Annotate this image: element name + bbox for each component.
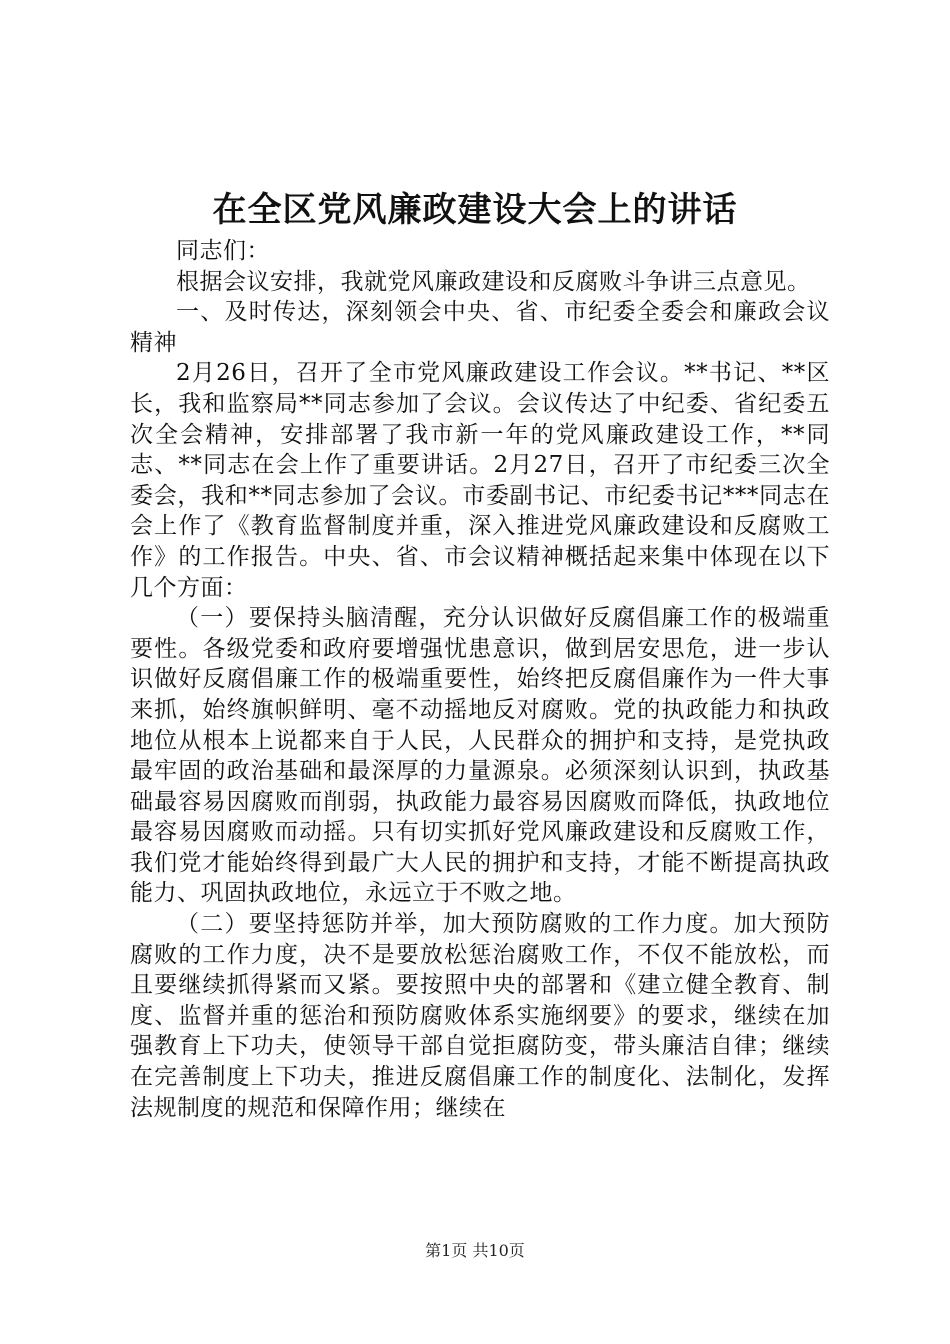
paragraph-point-1: （一）要保持头脑清醒，充分认识做好反腐倡廉工作的极端重要性。各级党委和政府要增强忧患意识，做到居安思危，进一步认识做好反腐倡廉工作的极端重要性，始终把反腐倡廉作为一件大事来抓，始终旗帜鲜明、毫不动摇地反对腐败。党的执政能力和执政地位从根本上说都来自于人民，人民群众的拥护和支持，是党执政最牢固的政治基础和最深厚的力量源泉。必须深刻认识到，执政基础最容易因腐败而削弱，执政能力最容易因腐败而降低，执政地位最容易因腐败而动摇。只有切实抓好党风廉政建设和反腐败工作，我们党才能始终得到最广大人民的拥护和支持，才能不断提高执政能力、巩固执政地位，永远立于不败之地。 xyxy=(130,605,830,907)
document-title: 在全区党风廉政建设大会上的讲话 xyxy=(212,190,738,230)
paragraph-meeting: 2月26日，召开了全市党风廉政建设工作会议。**书记、**区长，我和监察局**同志参加了会议。会议传达了中纪委、省纪委五次全会精神，安排部署了我市新一年的党风廉政建设工作，**同志、**同志在会上作了重要讲话。2月27日，召开了市纪委三次全委会，我和**同志参加了会议。市委副书记、市纪委书记***同志在会上作了《教育监督制度并重，深入推进党风廉政建设和反腐败工作》的工作报告。中央、省、市会议精神概括起来集中体现在以下几个方面： xyxy=(130,360,830,601)
document-body xyxy=(130,236,830,1123)
paragraph-point-2: （二）要坚持惩防并举，加大预防腐败的工作力度。加大预防腐败的工作力度，决不是要放松惩治腐败工作，不仅不能放松，而且要继续抓得紧而又紧。要按照中央的部署和《建立健全教育、制度、监督并重的惩治和预防腐败体系实施纲要》的要求，继续在加强教育上下功夫，使领导干部自觉拒腐防变，带头廉洁自律；继续在完善制度上下功夫，推进反腐倡廉工作的制度化、法制化，发挥法规制度的规范和保障作用；继续在 xyxy=(130,911,830,1121)
paragraph-intro: 根据会议安排，我就党风廉政建设和反腐败斗争讲三点意见。 xyxy=(176,268,811,295)
section-heading-1: 一、及时传达，深刻领会中央、省、市纪委全委会和廉政会议精神 xyxy=(130,299,830,356)
salutation: 同志们： xyxy=(176,238,270,264)
page-footer: 第1页 共10页 xyxy=(425,1241,525,1260)
